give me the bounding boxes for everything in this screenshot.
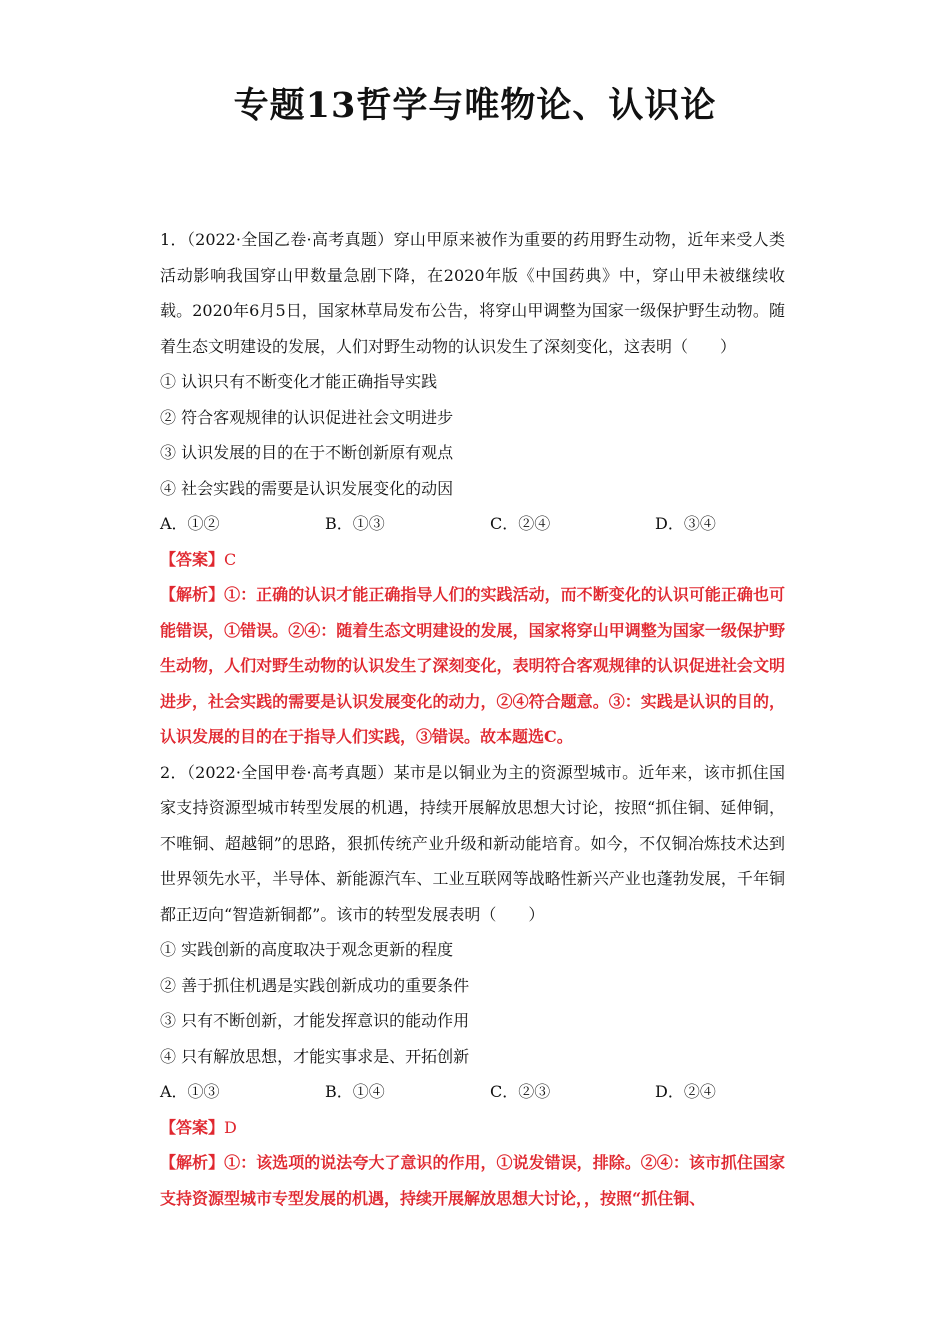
option-item: ② 符合客观规律的认识促进社会文明进步: [160, 407, 454, 427]
answer-choices: [160, 506, 785, 542]
choice-d: D．②④: [655, 1082, 716, 1101]
option-item: ④ 只有解放思想，才能实事求是、开拓创新: [160, 1046, 470, 1066]
option-item: ③ 认识发展的目的在于不断创新原有观点: [160, 443, 454, 462]
question-2: [160, 755, 785, 1217]
option-item: ② 善于抓住机遇是实践创新成功的重要条件: [160, 975, 470, 995]
choice-b: B．①③: [325, 514, 385, 533]
option-item: ④ 社会实践的需要是认识发展变化的动因: [160, 478, 454, 498]
explanation: [160, 577, 785, 755]
explanation-label: 【解析】: [160, 585, 225, 604]
explanation: [160, 1145, 785, 1216]
answer-line: [160, 542, 785, 578]
choice-b: B．①④: [325, 1082, 385, 1101]
question-1: [160, 222, 785, 755]
option-item: ① 认识只有不断变化才能正确指导实践: [160, 372, 438, 391]
option-item: ① 实践创新的高度取决于观念更新的程度: [160, 940, 454, 959]
explanation-text: ①：正确的认识才能正确指导人们的实践活动，而不断变化的认识可能正确也可能错误，①错误。②④：随着生态文明建设的发展，国家将穿山甲调整为国家一级保护野生动物，人们对野生动物的认识发生了深刻变化，表明符合客观规律的认识促进社会文明进步，社会实践的需要是认识发展变化的动力，②④符合题意。③：实践是认识的目的，认识发展的目的在于指导人们实践，③错误。故本题选C。: [160, 585, 785, 746]
explanation-label: 【解析】: [160, 1153, 225, 1172]
answer-choices: [160, 1074, 785, 1110]
answer-value: D: [224, 1117, 237, 1137]
answer-line: [160, 1110, 785, 1146]
answer-value: C: [224, 549, 237, 569]
choice-a: A．①③: [160, 1082, 220, 1101]
page-title: 专题13哲学与唯物论、认识论: [233, 85, 717, 126]
question-list: [160, 222, 785, 1216]
choice-c: C．②③: [490, 1082, 551, 1101]
answer-label: 【答案】: [160, 1117, 225, 1137]
answer-label: 【答案】: [160, 549, 225, 569]
question-stem: 1．（2022·全国乙卷·高考真题）穿山甲原来被作为重要的药用野生动物，近年来受人类活动影响我国穿山甲数量急剧下降，在2020年版《中国药典》中，穿山甲未被继续收载。2020年6月5日，国家林草局发布公告，将穿山甲调整为国家一级保护野生动物。随着生态文明建设的发展，人们对野生动物的认识发生了深刻变化，这表明（ ）: [160, 230, 785, 356]
option-item: ③ 只有不断创新，才能发挥意识的能动作用: [160, 1011, 470, 1030]
question-stem: 2．（2022·全国甲卷·高考真题）某市是以铜业为主的资源型城市。近年来，该市抓住国家支持资源型城市转型发展的机遇，持续开展解放思想大讨论，按照“抓住铜、延伸铜，不唯铜、超越铜”的思路，狠抓传统产业升级和新动能培育。如今，不仅铜冶炼技术达到世界领先水平，半导体、新能源汽车、工业互联网等战略性新兴产业也蓬勃发展，千年铜都正迈向“智造新铜都”。该市的转型发展表明（ ）: [160, 762, 785, 924]
choice-c: C．②④: [490, 514, 551, 533]
explanation-text: ①：该选项的说法夸大了意识的作用，①说发错误，排除。②④：该市抓住国家支持资源型城市专型发展的机遇，持续开展解放思想大讨论，，按照“抓住铜、: [160, 1153, 785, 1208]
choice-d: D．③④: [655, 514, 716, 533]
choice-a: A．①②: [160, 514, 220, 533]
